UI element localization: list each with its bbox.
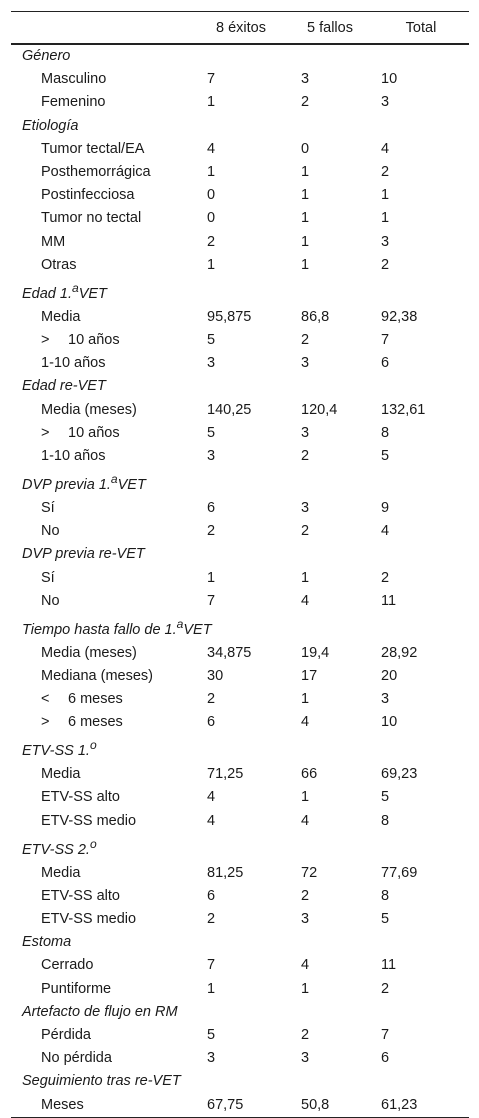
group-label bbox=[11, 543, 469, 566]
successes-cell: 2 bbox=[207, 523, 216, 540]
successes-cell: 81,25 bbox=[207, 864, 244, 881]
failures-cell: 2 bbox=[301, 1026, 310, 1043]
successes-cell: 3 bbox=[207, 447, 216, 464]
total-cell: 92,38 bbox=[381, 308, 418, 325]
successes-cell: 4 bbox=[207, 789, 216, 806]
failures-cell: 3 bbox=[301, 911, 310, 928]
total-cell: 2 bbox=[381, 569, 390, 586]
total-cell: 2 bbox=[381, 164, 390, 181]
row-label-text: Meses bbox=[41, 1096, 84, 1113]
total-cell: 2 bbox=[381, 256, 390, 273]
failures-cell: 86,8 bbox=[301, 308, 330, 325]
failures-cell: 3 bbox=[301, 71, 310, 88]
row-label-text: No bbox=[41, 523, 60, 540]
row-label bbox=[11, 1093, 195, 1117]
row-label-text: ETV-SS medio bbox=[41, 911, 137, 928]
table-row bbox=[11, 306, 469, 329]
ordinal-superscript: a bbox=[72, 280, 79, 295]
table-row bbox=[11, 642, 469, 665]
row-label bbox=[11, 184, 195, 207]
row-label-text: Masculino bbox=[41, 71, 107, 88]
table-body bbox=[11, 44, 469, 1117]
failures-cell: 1 bbox=[301, 210, 310, 227]
failures-cell: 1 bbox=[301, 980, 310, 997]
successes-cell: 4 bbox=[207, 812, 216, 829]
group-label-suffix: VET bbox=[78, 285, 107, 302]
table-row bbox=[11, 1047, 469, 1070]
table-row bbox=[11, 590, 469, 613]
row-label-text: Cerrado bbox=[41, 957, 94, 974]
row-label bbox=[11, 665, 195, 688]
table-header bbox=[11, 12, 469, 45]
table-row bbox=[11, 329, 469, 352]
group-label bbox=[11, 44, 469, 68]
row-label bbox=[11, 763, 195, 786]
row-label bbox=[11, 231, 195, 254]
ordinal-superscript: a bbox=[176, 616, 184, 631]
table-row bbox=[11, 207, 469, 230]
row-label bbox=[11, 306, 195, 329]
group-header-row bbox=[11, 468, 469, 497]
successes-cell: 6 bbox=[207, 714, 216, 731]
ordinal-superscript: o bbox=[89, 836, 97, 851]
total-cell: 3 bbox=[381, 691, 390, 708]
total-cell: 9 bbox=[381, 499, 390, 516]
group-label bbox=[11, 277, 469, 306]
header-successes: 8 éxitos bbox=[195, 12, 287, 45]
failures-cell: 3 bbox=[301, 424, 310, 441]
table-row bbox=[11, 908, 469, 931]
failures-cell: 3 bbox=[301, 355, 310, 372]
table-row bbox=[11, 184, 469, 207]
row-label-text: Pérdida bbox=[41, 1026, 91, 1043]
row-label bbox=[11, 352, 195, 375]
row-label bbox=[11, 1024, 195, 1047]
failures-cell: 4 bbox=[301, 592, 310, 609]
row-label-text: Sí bbox=[41, 569, 55, 586]
total-cell: 11 bbox=[381, 957, 397, 974]
group-label bbox=[11, 468, 469, 497]
successes-cell: 5 bbox=[207, 424, 216, 441]
row-label-text: ETV-SS alto bbox=[41, 789, 120, 806]
row-label-text: 10 años bbox=[68, 331, 120, 348]
successes-cell: 7 bbox=[207, 71, 216, 88]
row-label bbox=[11, 885, 195, 908]
group-header-row bbox=[11, 833, 469, 862]
table-row bbox=[11, 161, 469, 184]
row-label-text: Media bbox=[41, 308, 81, 325]
total-cell: 8 bbox=[381, 887, 390, 904]
group-label bbox=[11, 1001, 469, 1024]
row-label bbox=[11, 786, 195, 809]
table-row bbox=[11, 254, 469, 277]
table-row bbox=[11, 763, 469, 786]
comparison-symbol: > bbox=[41, 424, 50, 441]
group-label-text: Seguimiento tras re-VET bbox=[22, 1073, 181, 1090]
group-header-row bbox=[11, 543, 469, 566]
total-cell: 5 bbox=[381, 911, 390, 928]
successes-cell: 3 bbox=[207, 355, 216, 372]
successes-cell: 1 bbox=[207, 569, 216, 586]
table-row bbox=[11, 566, 469, 589]
row-label-text: Media (meses) bbox=[41, 644, 137, 661]
total-cell: 8 bbox=[381, 812, 390, 829]
total-cell: 11 bbox=[381, 592, 397, 609]
header-blank bbox=[11, 12, 195, 45]
failures-cell: 1 bbox=[301, 789, 310, 806]
table-row bbox=[11, 885, 469, 908]
row-label-text: Femenino bbox=[41, 94, 106, 111]
table-row bbox=[11, 1024, 469, 1047]
total-cell: 61,23 bbox=[373, 1093, 469, 1117]
row-label-text: Posthemorrágica bbox=[41, 164, 151, 181]
group-label bbox=[11, 734, 469, 763]
successes-cell: 7 bbox=[207, 592, 216, 609]
failures-cell: 1 bbox=[301, 691, 310, 708]
successes-cell: 95,875 bbox=[207, 308, 252, 325]
total-cell: 132,61 bbox=[381, 401, 426, 418]
header-failures: 5 fallos bbox=[287, 12, 373, 45]
failures-cell: 4 bbox=[301, 714, 310, 731]
table-row bbox=[11, 352, 469, 375]
total-cell: 3 bbox=[381, 94, 390, 111]
row-label bbox=[11, 329, 195, 352]
total-cell: 28,92 bbox=[381, 644, 418, 661]
total-cell: 10 bbox=[381, 71, 398, 88]
ordinal-superscript: o bbox=[89, 738, 97, 753]
group-label-text: Tiempo hasta fallo de 1. bbox=[22, 621, 177, 638]
total-cell: 8 bbox=[381, 424, 390, 441]
group-label-text: Estoma bbox=[22, 934, 72, 951]
group-header-row bbox=[11, 1070, 469, 1093]
failures-cell: 19,4 bbox=[301, 644, 330, 661]
row-label-text: Puntiforme bbox=[41, 980, 112, 997]
group-label-suffix: VET bbox=[183, 621, 212, 638]
total-cell: 69,23 bbox=[381, 766, 418, 783]
successes-cell: 0 bbox=[207, 210, 216, 227]
successes-cell: 7 bbox=[207, 957, 216, 974]
successes-cell: 0 bbox=[207, 187, 216, 204]
ordinal-superscript: a bbox=[110, 472, 118, 487]
row-label bbox=[11, 422, 195, 445]
total-cell: 7 bbox=[381, 331, 390, 348]
row-label-text: Sí bbox=[41, 499, 55, 516]
row-label-text: 6 meses bbox=[68, 714, 123, 731]
table-row bbox=[11, 91, 469, 114]
failures-cell: 4 bbox=[301, 957, 310, 974]
group-label bbox=[11, 115, 469, 138]
group-label bbox=[11, 613, 469, 642]
group-header-row bbox=[11, 613, 469, 642]
row-label-text: 1-10 años bbox=[41, 355, 106, 372]
row-label-text: MM bbox=[41, 233, 66, 250]
total-cell: 4 bbox=[381, 140, 390, 157]
row-label-text: ETV-SS medio bbox=[41, 812, 137, 829]
row-label bbox=[11, 398, 195, 421]
total-cell: 6 bbox=[381, 1050, 390, 1067]
successes-cell: 71,25 bbox=[207, 766, 244, 783]
group-label-text: Artefacto de flujo en RM bbox=[22, 1003, 178, 1020]
successes-cell: 2 bbox=[207, 911, 216, 928]
row-label-text: Tumor tectal/EA bbox=[41, 140, 145, 157]
table-row bbox=[11, 786, 469, 809]
group-label bbox=[11, 1070, 469, 1093]
row-label-text: Media bbox=[41, 864, 81, 881]
successes-cell: 1 bbox=[207, 94, 216, 111]
failures-cell: 1 bbox=[301, 569, 310, 586]
row-label bbox=[11, 862, 195, 885]
row-label bbox=[11, 68, 195, 91]
failures-cell: 120,4 bbox=[301, 401, 338, 418]
row-label bbox=[11, 566, 195, 589]
row-label bbox=[11, 520, 195, 543]
total-cell: 6 bbox=[381, 355, 390, 372]
failures-cell: 2 bbox=[301, 331, 310, 348]
row-label-text: Media bbox=[41, 766, 81, 783]
group-label bbox=[11, 375, 469, 398]
group-label-text: ETV-SS 2. bbox=[22, 841, 90, 858]
failures-cell: 66 bbox=[301, 766, 318, 783]
failures-cell: 72 bbox=[301, 864, 318, 881]
table-row bbox=[11, 954, 469, 977]
row-label bbox=[11, 1047, 195, 1070]
total-cell: 1 bbox=[381, 210, 390, 227]
table-row bbox=[11, 231, 469, 254]
table-row bbox=[11, 445, 469, 468]
failures-cell: 2 bbox=[301, 523, 310, 540]
row-label bbox=[11, 978, 195, 1001]
row-label-text: Media (meses) bbox=[41, 401, 137, 418]
failures-cell: 2 bbox=[301, 447, 310, 464]
group-header-row bbox=[11, 44, 469, 68]
successes-cell: 6 bbox=[207, 499, 216, 516]
table-row bbox=[11, 520, 469, 543]
total-cell: 4 bbox=[381, 523, 390, 540]
table-row bbox=[11, 688, 469, 711]
table-row bbox=[11, 711, 469, 734]
row-label bbox=[11, 908, 195, 931]
failures-cell: 1 bbox=[301, 256, 310, 273]
successes-cell: 1 bbox=[207, 164, 216, 181]
group-label-text: Edad 1. bbox=[22, 285, 72, 302]
failures-cell: 3 bbox=[301, 1050, 310, 1067]
group-label-text: Edad re-VET bbox=[22, 378, 106, 395]
group-header-row bbox=[11, 734, 469, 763]
group-header-row bbox=[11, 1001, 469, 1024]
total-cell: 3 bbox=[381, 233, 390, 250]
group-label-text: Etiología bbox=[22, 117, 79, 134]
row-label bbox=[11, 207, 195, 230]
total-cell: 5 bbox=[381, 789, 390, 806]
failures-cell: 17 bbox=[301, 667, 318, 684]
total-cell: 1 bbox=[381, 187, 390, 204]
successes-cell: 67,75 bbox=[195, 1093, 287, 1117]
failures-cell: 2 bbox=[301, 94, 310, 111]
row-label bbox=[11, 688, 195, 711]
table-row bbox=[11, 497, 469, 520]
total-cell: 20 bbox=[381, 667, 398, 684]
total-cell: 77,69 bbox=[381, 864, 418, 881]
row-label-text: No bbox=[41, 592, 60, 609]
successes-cell: 5 bbox=[207, 1026, 216, 1043]
failures-cell: 1 bbox=[301, 187, 310, 204]
group-header-row bbox=[11, 115, 469, 138]
table-row bbox=[11, 422, 469, 445]
failures-cell: 3 bbox=[301, 499, 310, 516]
successes-cell: 34,875 bbox=[207, 644, 252, 661]
failures-cell: 4 bbox=[301, 812, 310, 829]
comparison-symbol: > bbox=[41, 331, 50, 348]
row-label bbox=[11, 161, 195, 184]
failures-cell: 1 bbox=[301, 164, 310, 181]
total-cell: 2 bbox=[381, 980, 390, 997]
total-cell: 10 bbox=[381, 714, 398, 731]
row-label bbox=[11, 642, 195, 665]
row-label bbox=[11, 711, 195, 734]
row-label-text: Mediana (meses) bbox=[41, 667, 154, 684]
failures-cell: 1 bbox=[301, 233, 310, 250]
results-table bbox=[11, 11, 469, 1118]
total-cell: 5 bbox=[381, 447, 390, 464]
total-cell: 7 bbox=[381, 1026, 390, 1043]
table-row bbox=[11, 68, 469, 91]
row-label bbox=[11, 445, 195, 468]
row-label bbox=[11, 590, 195, 613]
successes-cell: 5 bbox=[207, 331, 216, 348]
successes-cell: 30 bbox=[207, 667, 224, 684]
successes-cell: 2 bbox=[207, 691, 216, 708]
successes-cell: 3 bbox=[207, 1050, 216, 1067]
table-row bbox=[11, 665, 469, 688]
successes-cell: 4 bbox=[207, 140, 216, 157]
row-label-text: No pérdida bbox=[41, 1050, 112, 1067]
header-row bbox=[11, 12, 469, 45]
successes-cell: 1 bbox=[207, 980, 216, 997]
results-table-container bbox=[11, 11, 469, 1118]
row-label bbox=[11, 497, 195, 520]
row-label-text: ETV-SS alto bbox=[41, 887, 120, 904]
table-row bbox=[11, 398, 469, 421]
failures-cell: 2 bbox=[301, 887, 310, 904]
header-total: Total bbox=[373, 12, 469, 45]
comparison-symbol: > bbox=[41, 714, 50, 731]
group-header-row bbox=[11, 375, 469, 398]
group-header-row bbox=[11, 277, 469, 306]
row-label bbox=[11, 954, 195, 977]
successes-cell: 1 bbox=[207, 256, 216, 273]
table-row bbox=[11, 138, 469, 161]
successes-cell: 2 bbox=[207, 233, 216, 250]
row-label-text: Otras bbox=[41, 256, 77, 273]
row-label bbox=[11, 810, 195, 833]
row-label bbox=[11, 138, 195, 161]
comparison-symbol: < bbox=[41, 691, 50, 708]
row-label-text: Postinfecciosa bbox=[41, 187, 135, 204]
failures-cell: 50,8 bbox=[287, 1093, 373, 1117]
table-row bbox=[11, 810, 469, 833]
table-row bbox=[11, 862, 469, 885]
group-label bbox=[11, 833, 469, 862]
group-label-text: DVP previa re-VET bbox=[22, 546, 145, 563]
row-label-text: Tumor no tectal bbox=[41, 210, 142, 227]
failures-cell: 0 bbox=[301, 140, 310, 157]
row-label-text: 1-10 años bbox=[41, 447, 106, 464]
row-label bbox=[11, 91, 195, 114]
group-label bbox=[11, 931, 469, 954]
row-label bbox=[11, 254, 195, 277]
group-label-text: Género bbox=[22, 48, 71, 65]
successes-cell: 6 bbox=[207, 887, 216, 904]
group-label-text: ETV-SS 1. bbox=[22, 743, 90, 760]
row-label-text: 6 meses bbox=[68, 691, 123, 708]
group-label-suffix: VET bbox=[117, 476, 146, 493]
successes-cell: 140,25 bbox=[207, 401, 252, 418]
table-row bbox=[11, 1093, 469, 1117]
row-label-text: 10 años bbox=[68, 424, 120, 441]
group-label-text: DVP previa 1. bbox=[22, 476, 111, 493]
table-row bbox=[11, 978, 469, 1001]
group-header-row bbox=[11, 931, 469, 954]
